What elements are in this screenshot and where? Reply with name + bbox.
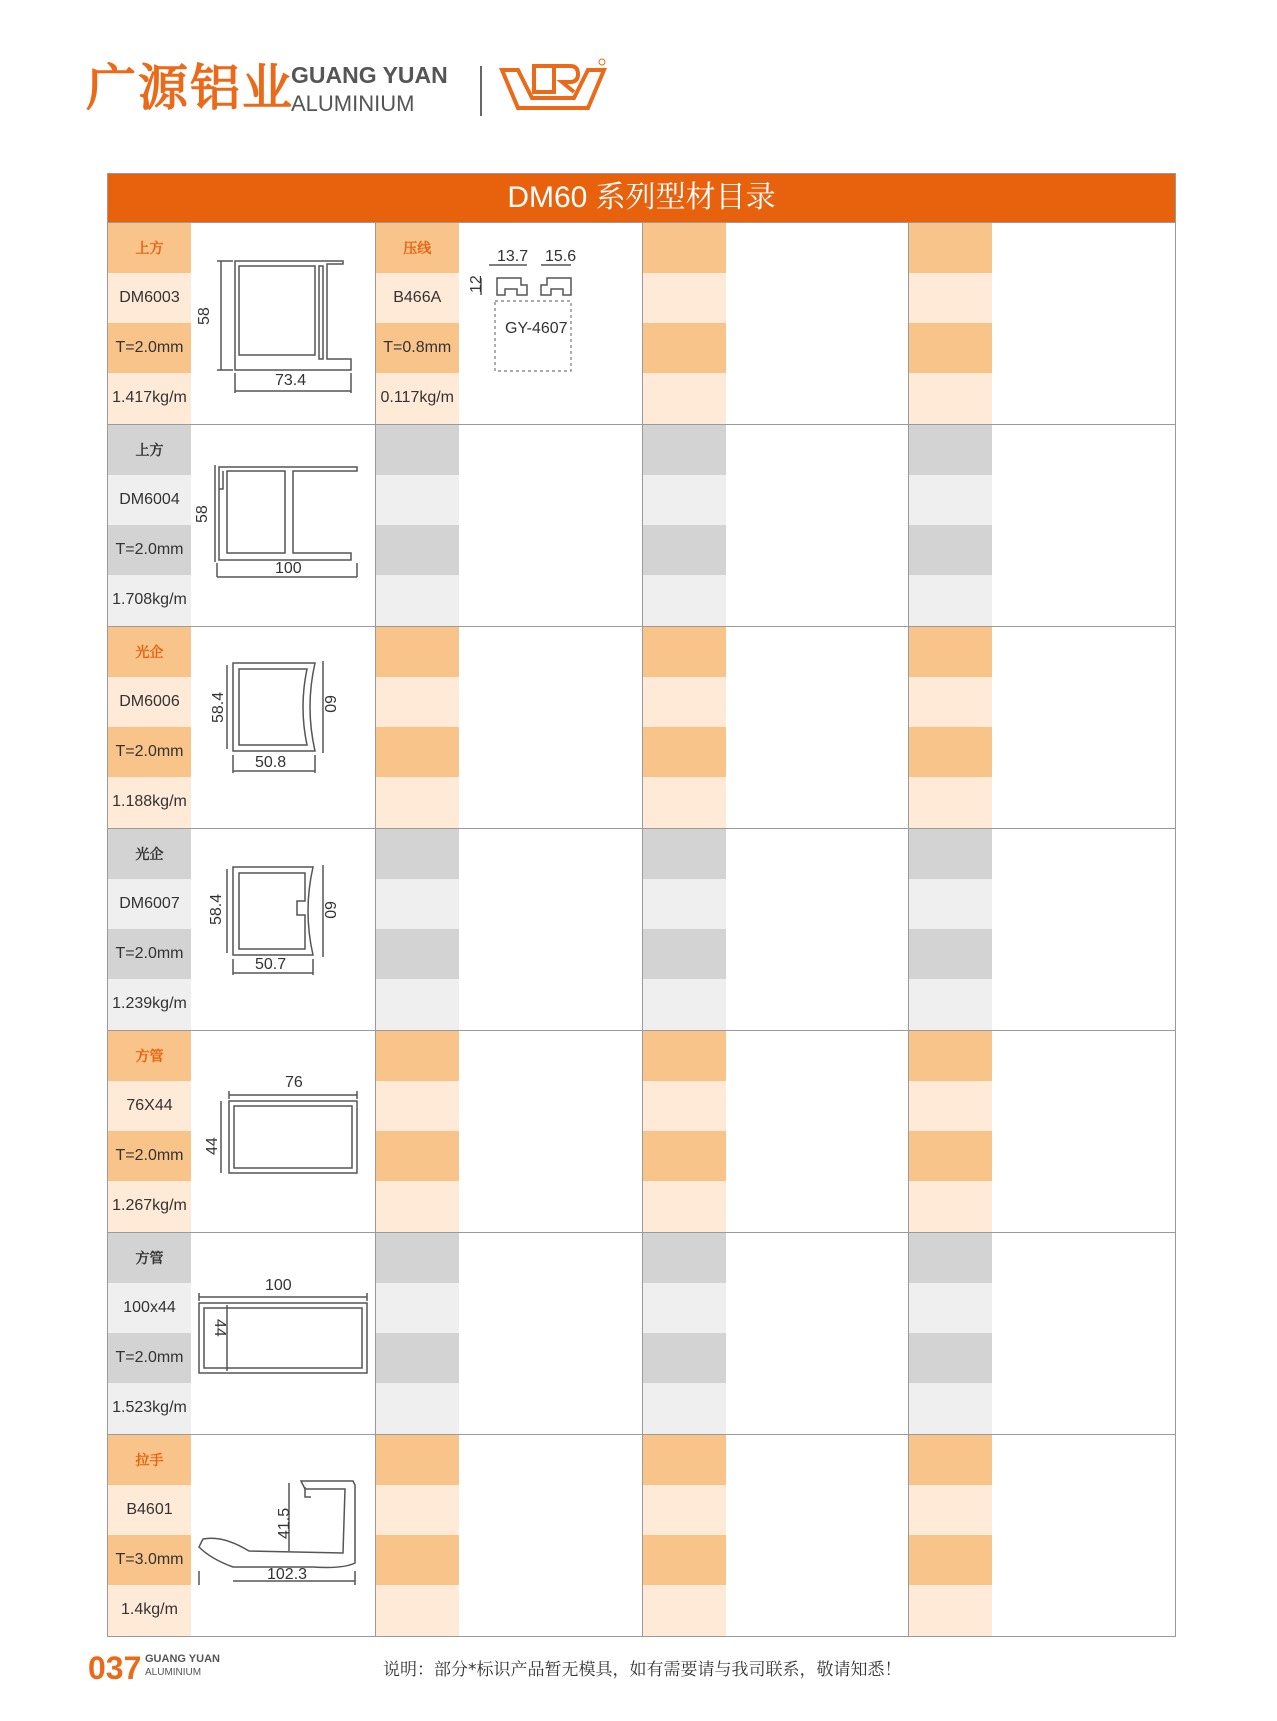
category-label — [376, 425, 459, 475]
model-code — [376, 1485, 459, 1535]
page-number: 037 — [88, 1650, 142, 1686]
profile-drawing — [193, 1031, 375, 1232]
category-label — [643, 627, 726, 677]
thickness-label — [643, 1131, 726, 1181]
profile-cell — [108, 829, 376, 1030]
weight-label — [909, 777, 992, 828]
category-label — [909, 425, 992, 475]
weight-label — [643, 1383, 726, 1434]
thickness-label — [909, 929, 992, 979]
model-code — [376, 1283, 459, 1333]
thickness-label — [909, 727, 992, 777]
profile-cell — [908, 829, 1176, 1030]
model-code: 100x44 — [108, 1283, 191, 1333]
drawing-area — [728, 1031, 910, 1232]
model-code — [643, 1485, 726, 1535]
model-code — [643, 677, 726, 727]
brand-name-cn: 广源铝业 — [86, 59, 294, 117]
category-label: 方管 — [108, 1031, 191, 1081]
thickness-label — [376, 1131, 459, 1181]
thickness-label — [643, 929, 726, 979]
drawing-area — [728, 425, 910, 626]
drawing-area — [461, 627, 643, 828]
drawing-area — [994, 627, 1176, 828]
dimension-label: 100 — [275, 560, 302, 577]
dimension-label: 76 — [285, 1074, 303, 1091]
thickness-label — [643, 727, 726, 777]
profile-cell — [908, 1031, 1176, 1232]
weight-label — [643, 777, 726, 828]
category-label — [643, 829, 726, 879]
category-label — [909, 829, 992, 879]
thickness-label: T=0.8mm — [376, 323, 459, 373]
thickness-label: T=2.0mm — [108, 323, 191, 373]
dimension-label: 41.5 — [276, 1507, 293, 1539]
dimension-label: 13.7 — [496, 248, 528, 265]
weight-label — [909, 1383, 992, 1434]
weight-label: 1.267kg/m — [108, 1181, 191, 1232]
model-code — [643, 879, 726, 929]
weight-label — [909, 1585, 992, 1636]
dimension-label: 44 — [204, 1137, 221, 1155]
profile-cell — [908, 1233, 1176, 1434]
drawing-area — [994, 1435, 1176, 1636]
thickness-label — [376, 1333, 459, 1383]
weight-label — [909, 575, 992, 626]
thickness-label — [909, 1333, 992, 1383]
thickness-label — [643, 323, 726, 373]
model-code: B466A — [376, 273, 459, 323]
brand-divider — [480, 66, 482, 116]
drawing-area — [728, 829, 910, 1030]
model-code — [376, 677, 459, 727]
dimension-label: 100 — [265, 1277, 292, 1294]
footer-note: 说明：部分*标识产品暂无模具，如有需要请与我司联系，敬请知悉！ — [383, 1660, 902, 1680]
footer-brand: GUANG YUAN — [145, 1653, 220, 1665]
model-code: 76X44 — [108, 1081, 191, 1131]
weight-label — [909, 979, 992, 1030]
weight-label — [643, 979, 726, 1030]
brand-logo-icon — [498, 58, 608, 120]
profile-drawing — [461, 223, 643, 424]
catalog-row — [108, 222, 1175, 424]
profile-cell — [642, 425, 910, 626]
category-label: 压线 — [376, 223, 459, 273]
model-code — [643, 1283, 726, 1333]
profile-cell — [642, 1435, 910, 1636]
drawing-area — [994, 1031, 1176, 1232]
profile-cell — [375, 1031, 643, 1232]
drawing-area — [994, 425, 1176, 626]
drawing-area — [728, 223, 910, 424]
model-code — [909, 1081, 992, 1131]
model-code: DM6003 — [108, 273, 191, 323]
thickness-label: T=2.0mm — [108, 1131, 191, 1181]
brand-subtitle-en: ALUMINIUM — [291, 91, 415, 116]
category-label — [643, 425, 726, 475]
profile-cell — [108, 425, 376, 626]
profile-cell — [642, 223, 910, 424]
profile-cell — [108, 1233, 376, 1434]
category-label: 拉手 — [108, 1435, 191, 1485]
dimension-label: 58.4 — [208, 893, 225, 925]
dimension-label: 58 — [196, 307, 213, 325]
drawing-area — [193, 1233, 375, 1434]
catalog-row — [108, 828, 1175, 1030]
thickness-label: T=3.0mm — [108, 1535, 191, 1585]
weight-label — [643, 1181, 726, 1232]
brand-header — [86, 56, 626, 126]
dimension-label: 73.4 — [275, 372, 307, 389]
drawing-area — [461, 1233, 643, 1434]
category-label — [376, 1233, 459, 1283]
thickness-label — [376, 929, 459, 979]
thickness-label — [643, 1333, 726, 1383]
model-code — [376, 475, 459, 525]
category-label — [909, 1233, 992, 1283]
drawing-area — [994, 1233, 1176, 1434]
profile-cell — [908, 425, 1176, 626]
dimension-label: 50.7 — [255, 956, 287, 973]
category-label — [909, 1435, 992, 1485]
thickness-label — [909, 1131, 992, 1181]
profile-cell — [908, 223, 1176, 424]
footer-brand-subtitle: ALUMINIUM — [145, 1667, 202, 1678]
catalog-table — [107, 173, 1176, 1637]
dimension-label: 60 — [321, 901, 338, 919]
category-label — [376, 829, 459, 879]
category-label: 方管 — [108, 1233, 191, 1283]
weight-label: 1.708kg/m — [108, 575, 191, 626]
catalog-row — [108, 1232, 1175, 1434]
profile-cell — [642, 627, 910, 828]
drawing-area — [994, 223, 1176, 424]
category-label — [376, 1031, 459, 1081]
dimension-label: 12 — [467, 275, 485, 293]
thickness-label — [376, 525, 459, 575]
model-code: B4601 — [108, 1485, 191, 1535]
drawing-area — [193, 627, 375, 828]
profile-cell — [375, 223, 643, 424]
weight-label — [909, 373, 992, 424]
weight-label: 1.188kg/m — [108, 777, 191, 828]
category-label: 上方 — [108, 223, 191, 273]
catalog-row — [108, 1030, 1175, 1232]
category-label: 光企 — [108, 627, 191, 677]
weight-label — [643, 575, 726, 626]
dimension-label: 102.3 — [267, 1566, 308, 1583]
model-code — [909, 879, 992, 929]
model-code: DM6007 — [108, 879, 191, 929]
drawing-area — [193, 425, 375, 626]
thickness-label — [376, 1535, 459, 1585]
weight-label — [376, 979, 459, 1030]
category-label — [376, 627, 459, 677]
thickness-label: T=2.0mm — [108, 1333, 191, 1383]
thickness-label — [643, 525, 726, 575]
brand-name-en: GUANG YUAN — [291, 62, 448, 88]
drawing-area — [461, 829, 643, 1030]
profile-drawing — [193, 1435, 375, 1636]
profile-cell — [642, 829, 910, 1030]
model-code — [909, 677, 992, 727]
weight-label — [376, 777, 459, 828]
profile-drawing — [193, 829, 375, 1030]
profile-cell — [375, 425, 643, 626]
model-code — [909, 273, 992, 323]
model-code — [376, 879, 459, 929]
weight-label — [376, 575, 459, 626]
category-label — [909, 1031, 992, 1081]
dimension-label: 60 — [321, 695, 338, 713]
model-code — [909, 1283, 992, 1333]
catalog-row — [108, 424, 1175, 626]
profile-cell — [108, 1031, 376, 1232]
profile-cell — [375, 1435, 643, 1636]
thickness-label: T=2.0mm — [108, 929, 191, 979]
catalog-row — [108, 1434, 1175, 1636]
profile-cell — [375, 627, 643, 828]
profile-drawing — [193, 223, 375, 424]
drawing-area — [728, 1435, 910, 1636]
weight-label — [376, 1181, 459, 1232]
thickness-label — [909, 1535, 992, 1585]
category-label — [643, 1435, 726, 1485]
category-label — [643, 223, 726, 273]
profile-cell — [908, 627, 1176, 828]
thickness-label: T=2.0mm — [108, 727, 191, 777]
drawing-area — [728, 627, 910, 828]
category-label — [909, 627, 992, 677]
model-code — [909, 475, 992, 525]
model-code — [643, 1081, 726, 1131]
drawing-area — [193, 223, 375, 424]
profile-cell — [642, 1031, 910, 1232]
model-code — [643, 475, 726, 525]
model-code — [909, 1485, 992, 1535]
weight-label — [376, 1585, 459, 1636]
model-code: DM6004 — [108, 475, 191, 525]
drawing-area — [193, 1435, 375, 1636]
drawing-area — [193, 1031, 375, 1232]
drawing-area — [461, 1435, 643, 1636]
drawing-area — [461, 223, 643, 424]
thickness-label — [643, 1535, 726, 1585]
thickness-label — [909, 525, 992, 575]
drawing-area — [193, 829, 375, 1030]
drawing-area — [461, 425, 643, 626]
profile-cell — [642, 1233, 910, 1434]
drawing-area — [461, 1031, 643, 1232]
profile-cell — [108, 223, 376, 424]
model-code — [643, 273, 726, 323]
page-title: DM60 系列型材目录 — [507, 181, 776, 214]
model-code — [376, 1081, 459, 1131]
category-label: 光企 — [108, 829, 191, 879]
weight-label — [909, 1181, 992, 1232]
thickness-label — [909, 323, 992, 373]
thickness-label — [376, 727, 459, 777]
drawing-area — [728, 1233, 910, 1434]
profile-cell — [108, 627, 376, 828]
thickness-label: T=2.0mm — [108, 525, 191, 575]
category-label — [376, 1435, 459, 1485]
weight-label: 1.523kg/m — [108, 1383, 191, 1434]
profile-cell — [108, 1435, 376, 1636]
category-label: 上方 — [108, 425, 191, 475]
profile-cell — [908, 1435, 1176, 1636]
model-code: DM6006 — [108, 677, 191, 727]
weight-label: 1.417kg/m — [108, 373, 191, 424]
dimension-label: 44 — [211, 1319, 228, 1337]
catalog-row — [108, 626, 1175, 828]
profile-cell — [375, 829, 643, 1030]
category-label — [643, 1031, 726, 1081]
weight-label: 1.4kg/m — [108, 1585, 191, 1636]
dimension-label: 15.6 — [544, 248, 576, 265]
profile-drawing — [193, 1233, 375, 1434]
profile-code-label: GY-4607 — [504, 320, 568, 337]
weight-label — [643, 373, 726, 424]
dimension-label: 58.4 — [210, 691, 227, 723]
category-label — [909, 223, 992, 273]
drawing-area — [994, 829, 1176, 1030]
dimension-label: 58 — [194, 505, 211, 523]
category-label — [643, 1233, 726, 1283]
profile-cell — [375, 1233, 643, 1434]
weight-label — [376, 1383, 459, 1434]
dimension-label: 50.8 — [255, 754, 287, 771]
weight-label: 1.239kg/m — [108, 979, 191, 1030]
profile-drawing — [193, 627, 375, 828]
weight-label — [643, 1585, 726, 1636]
weight-label: 0.117kg/m — [376, 373, 459, 424]
profile-drawing — [193, 425, 375, 626]
